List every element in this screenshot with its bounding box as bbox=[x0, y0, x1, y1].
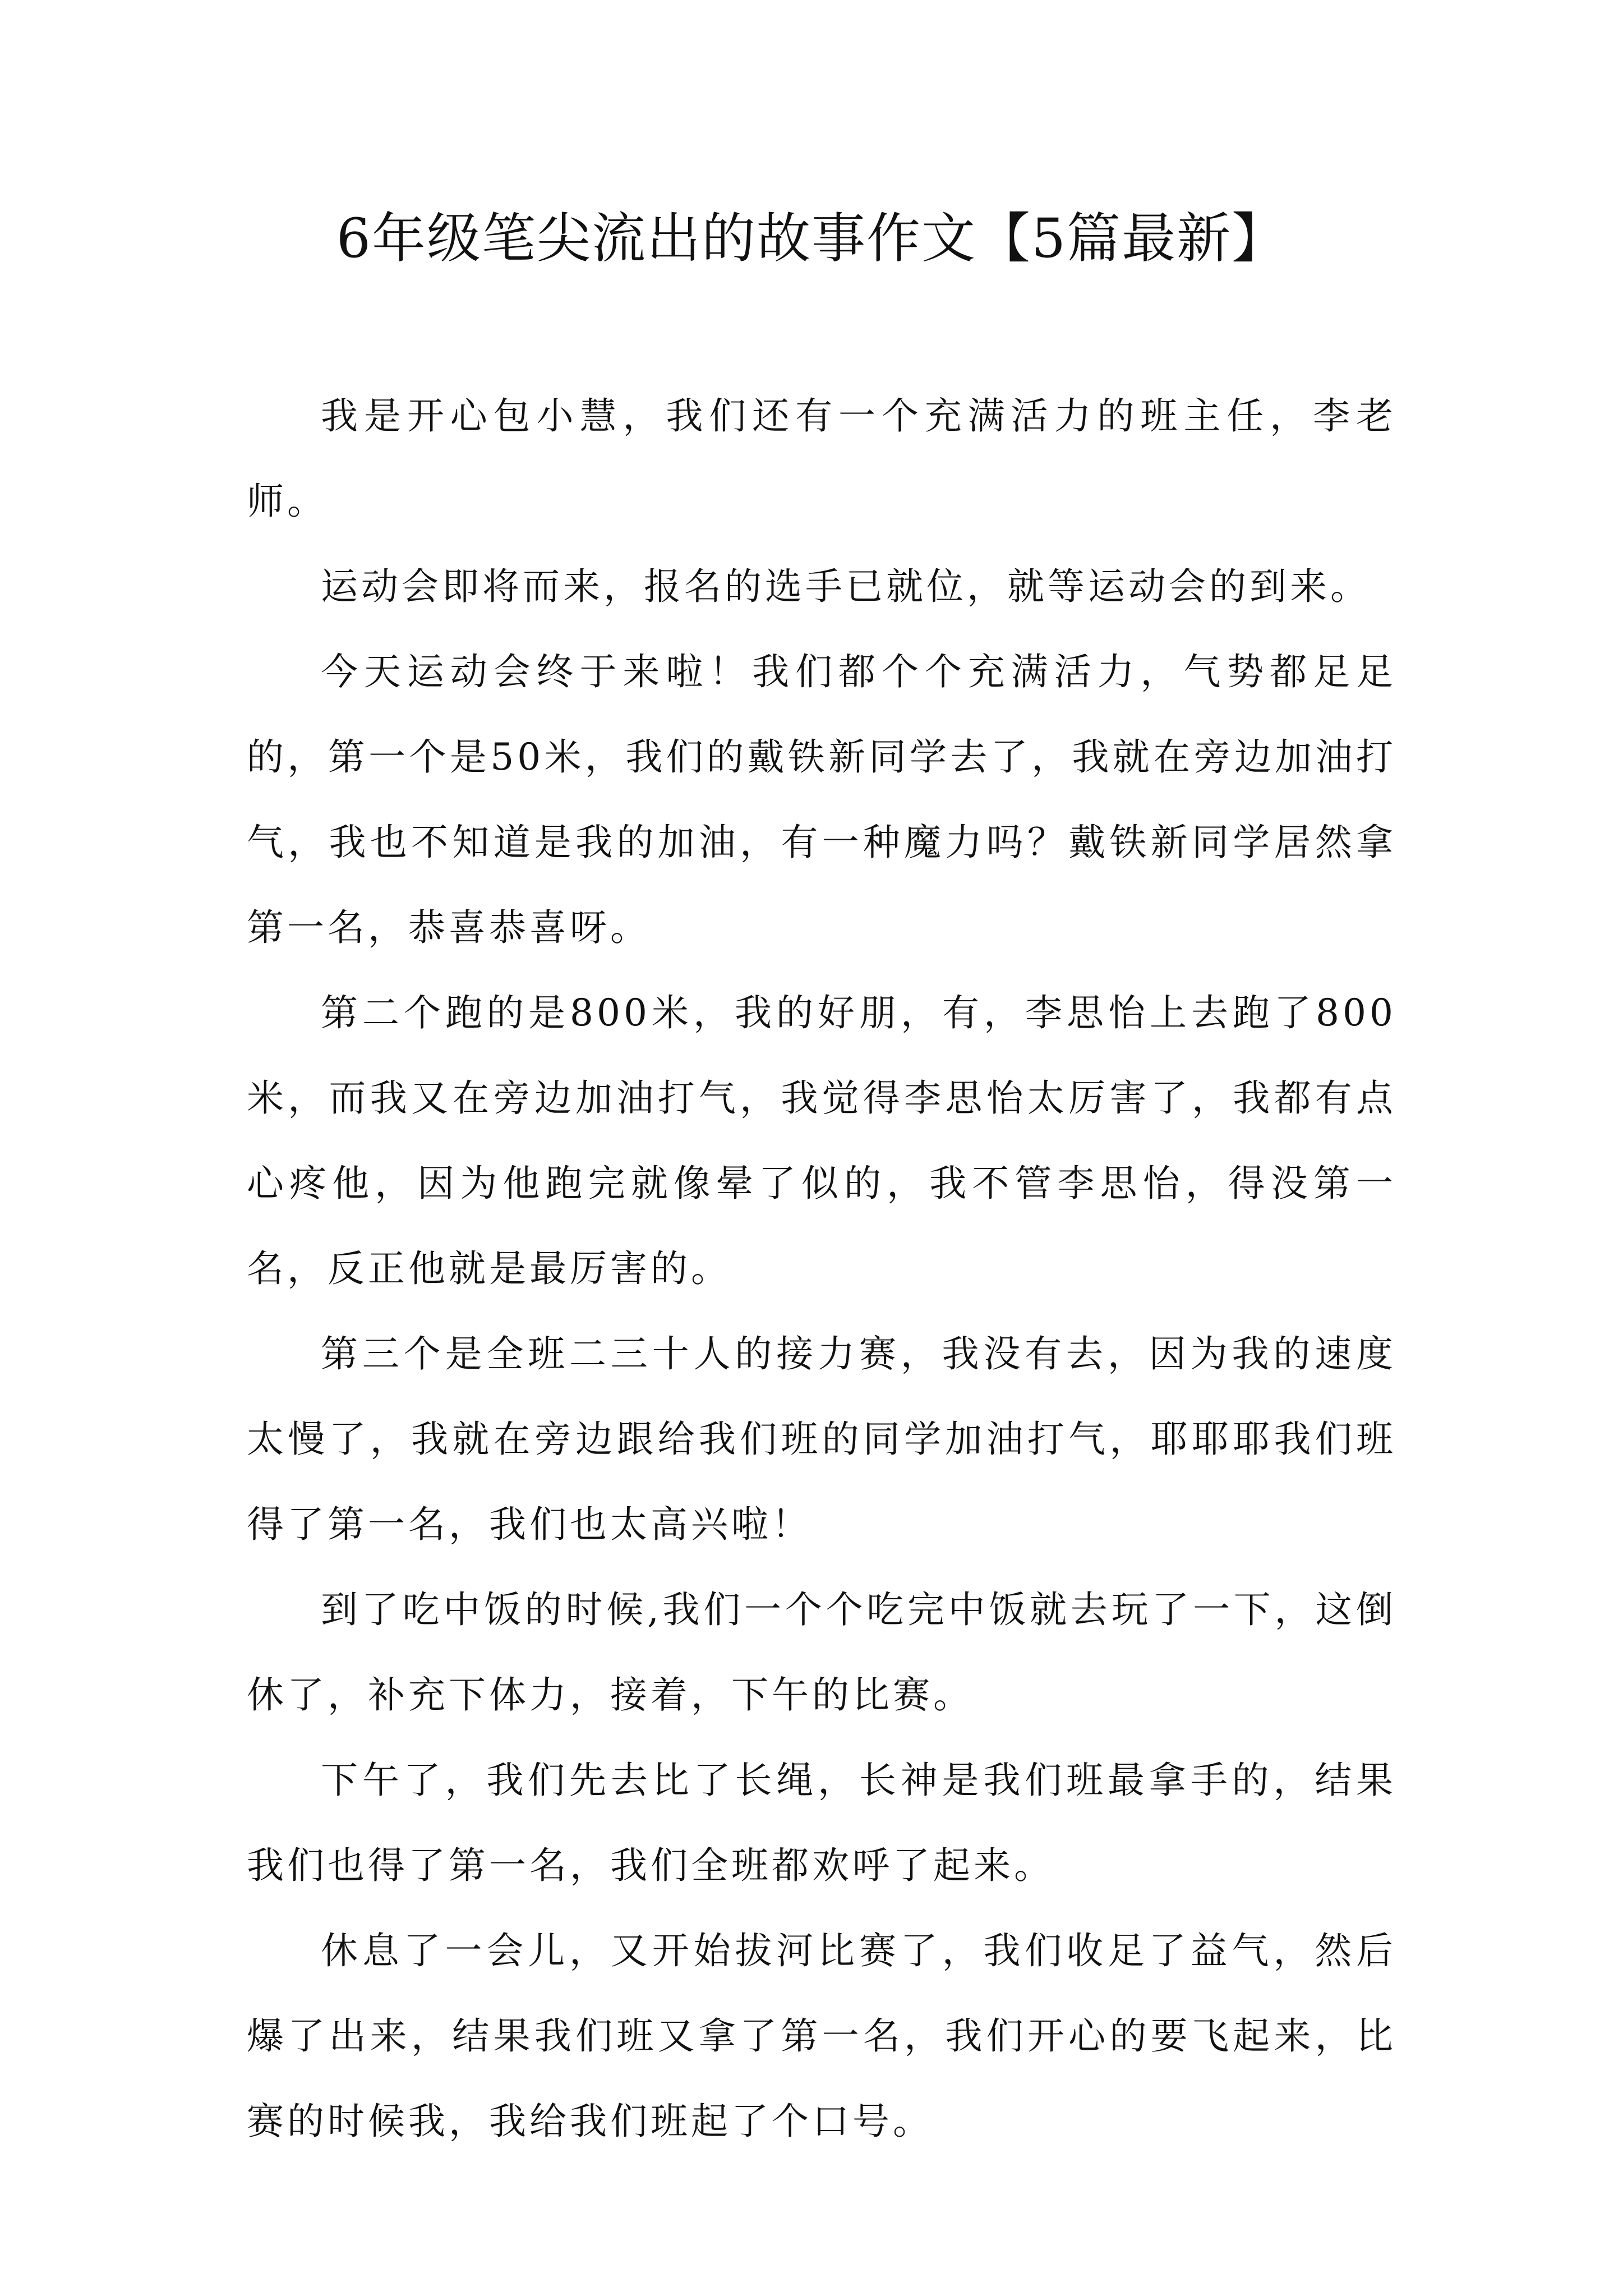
paragraph: 我是开心包小慧，我们还有一个充满活力的班主任，李老师。 bbox=[247, 394, 1396, 523]
paragraph: 第三个是全班二三十人的接力赛，我没有去，因为我的速度太慢了，我就在旁边跟给我们班的同学加油打气，耶耶耶我们班得了第一名，我们也太高兴啦！ bbox=[247, 1332, 1396, 1546]
document-body bbox=[247, 374, 1396, 2164]
document-title: 6年级笔尖流出的故事作文【5篇最新】 bbox=[336, 207, 1287, 270]
paragraph: 运动会即将而来，报名的选手已就位，就等运动会的到来。 bbox=[321, 565, 1371, 608]
paragraph: 今天运动会终于来啦！我们都个个充满活力，气势都足足的，第一个是50米，我们的戴铁新同学去了，我就在旁边加油打气，我也不知道是我的加油，有一种魔力吗？戴铁新同学居然拿第一名，恭喜恭喜呀。 bbox=[247, 650, 1396, 949]
paragraph: 第二个跑的是800米，我的好朋，有，李思怡上去跑了800米，而我又在旁边加油打气，我觉得李思怡太厉害了，我都有点心疼他，因为他跑完就像晕了似的，我不管李思怡，得没第一名，反正他就是最厉害的。 bbox=[247, 991, 1396, 1290]
paragraph: 休息了一会儿，又开始拔河比赛了，我们收足了益气，然后爆了出来，结果我们班又拿了第一名，我们开心的要飞起来，比赛的时候我，我给我们班起了个口号。 bbox=[247, 1929, 1396, 2143]
paragraph: 到了吃中饭的时候,我们一个个吃完中饭就去玩了一下，这倒休了，补充下体力，接着，下午的比赛。 bbox=[247, 1588, 1396, 1717]
paragraph: 下午了，我们先去比了长绳，长神是我们班最拿手的，结果我们也得了第一名，我们全班都欢呼了起来。 bbox=[247, 1759, 1396, 1887]
